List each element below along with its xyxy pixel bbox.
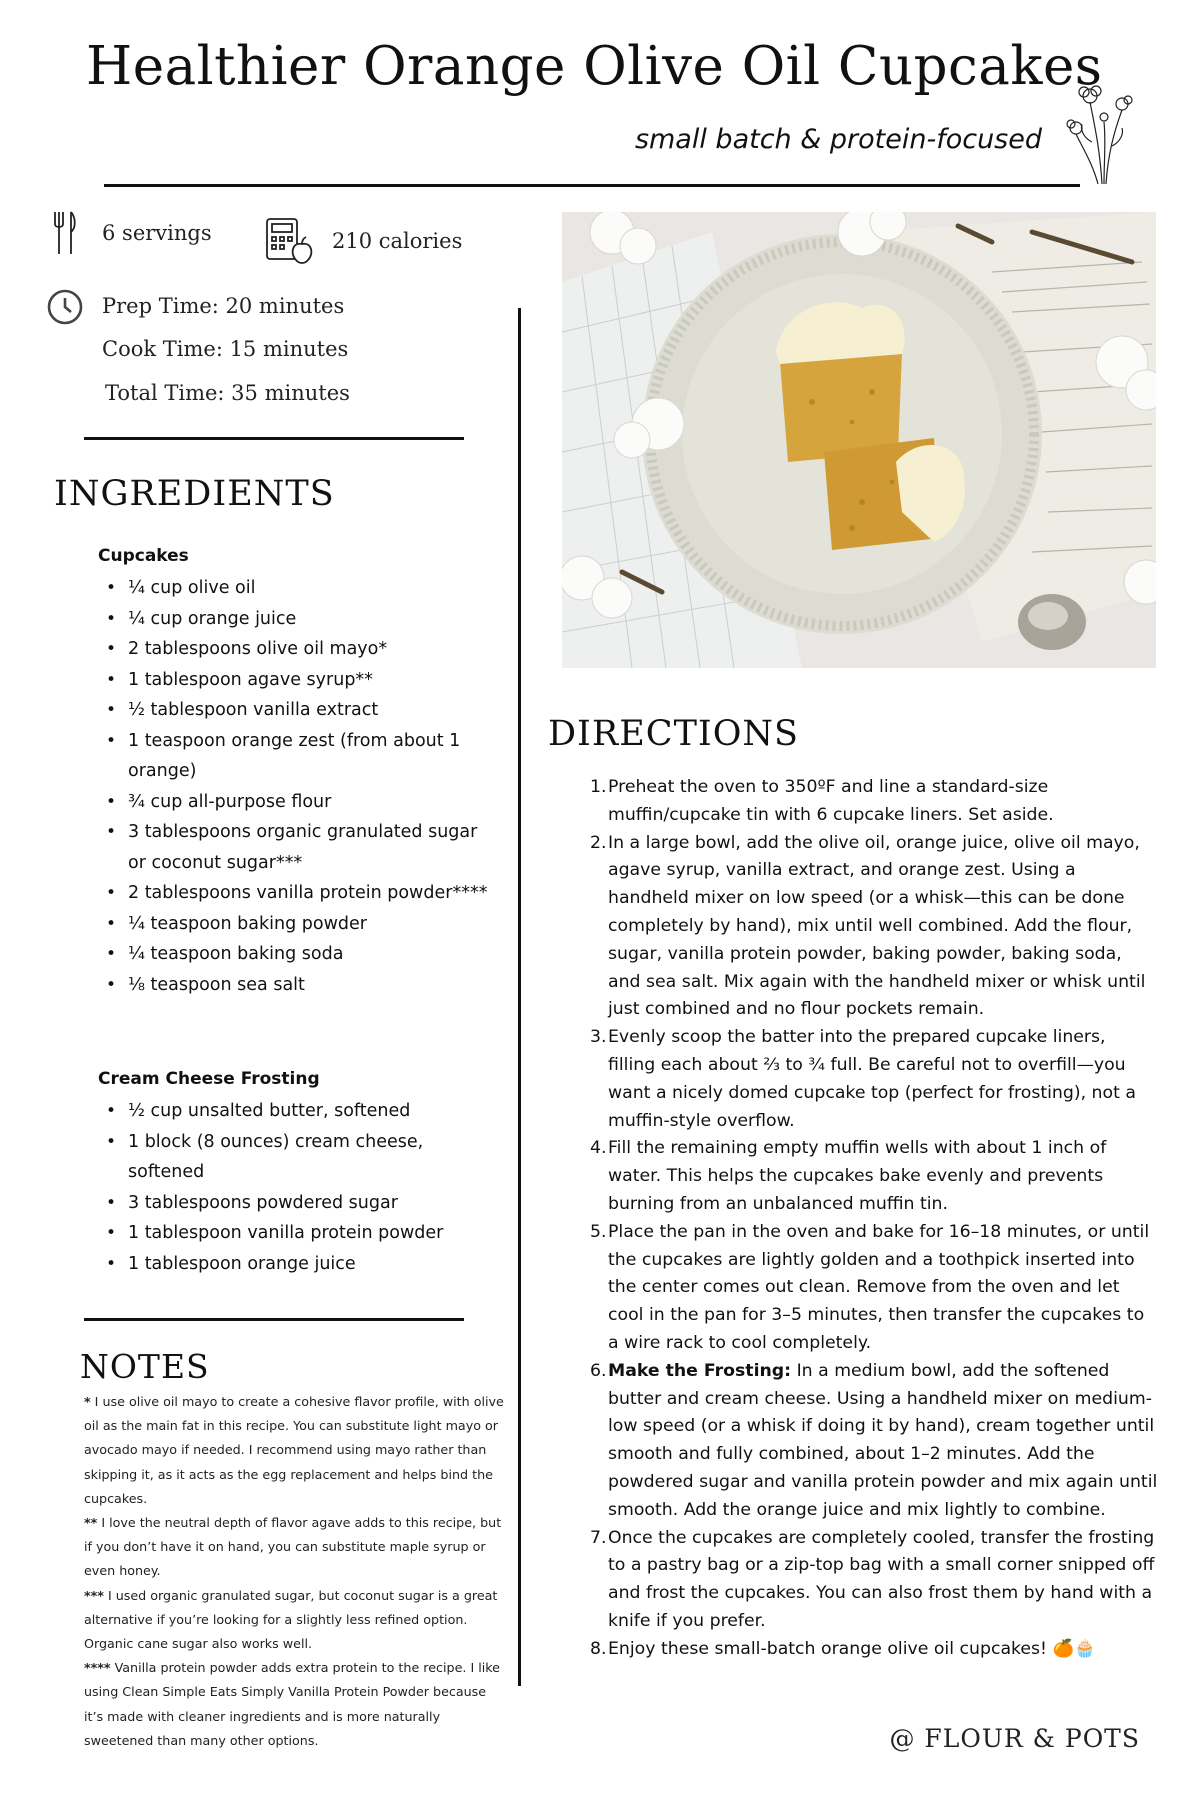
cupcakes-ingredient-list — [98, 573, 498, 1000]
step-number: 2. — [590, 832, 607, 853]
ingredient-item: • 2 tablespoons vanilla protein powder**** — [98, 878, 498, 909]
clock-icon — [46, 288, 84, 326]
frosting-ingredient-list — [98, 1096, 498, 1279]
page-title: Healthier Orange Olive Oil Cupcakes — [86, 36, 1103, 97]
note-item — [84, 1511, 504, 1584]
ingredient-item: • 3 tablespoons organic granulated sugar or coconut sugar*** — [98, 817, 498, 878]
step-text: Evenly scoop the batter into the prepared cupcake liners, filling each about ⅔ to ¾ full. Be careful not to overfill—you want a nicely domed cupcake top (perfect for frosting), not a muffin-style overflow. — [608, 1027, 1136, 1131]
direction-step — [588, 1636, 1158, 1664]
note-item — [84, 1390, 504, 1511]
meta-divider — [84, 437, 464, 440]
step-bold-label: Make the Frosting: — [608, 1360, 792, 1381]
step-number: 1. — [590, 777, 607, 797]
column-divider — [518, 308, 521, 1686]
note-text: I use olive oil mayo to create a cohesive flavor profile, with olive oil as the main fat in this recipe. You can substitute light mayo or avocado mayo if needed. I recommend using mayo rather than skipping it, as it acts as the egg replacement and helps bind the cupcakes. — [84, 1394, 504, 1506]
notes-heading: NOTES — [80, 1347, 210, 1386]
note-marker: **** — [84, 1660, 111, 1676]
note-marker: ** — [84, 1515, 98, 1531]
step-number: 7. — [590, 1527, 607, 1548]
flower-icon — [1062, 72, 1144, 184]
ingredient-item: • 1 block (8 ounces) cream cheese, softened — [98, 1127, 498, 1188]
cook-time: Cook Time: 15 minutes — [102, 337, 349, 361]
ingredient-item: • ¼ teaspoon baking powder — [98, 909, 498, 940]
note-text: Vanilla protein powder adds extra protein to the recipe. I like using Clean Simple Eats Simply Vanilla Protein Powder because it’s made with cleaner ingredients and is more naturally sweetened than many other options. — [84, 1660, 500, 1748]
ingredient-item: • ½ cup unsalted butter, softened — [98, 1096, 498, 1127]
note-text: I used organic granulated sugar, but coconut sugar is a great alternative if you’re looking for a slightly less refined option. Organic cane sugar also works well. — [84, 1587, 498, 1652]
direction-step — [588, 1219, 1158, 1358]
directions-heading: DIRECTIONS — [548, 714, 800, 754]
directions-list — [588, 774, 1158, 1664]
direction-step — [588, 774, 1158, 830]
direction-step — [588, 1525, 1158, 1636]
ingredients-divider — [84, 1318, 464, 1321]
fork-knife-icon — [52, 210, 78, 256]
total-time: Total Time: 35 minutes — [105, 381, 350, 405]
page-subtitle: small batch & protein-focused — [634, 124, 1042, 155]
step-number: 4. — [590, 1138, 607, 1159]
ingredient-item: • ¼ cup orange juice — [98, 604, 498, 635]
servings-text: 6 servings — [102, 221, 212, 245]
step-number: 6. — [590, 1360, 607, 1381]
ingredient-item: • ¼ cup olive oil — [98, 573, 498, 604]
header-divider — [104, 184, 1080, 187]
direction-step — [588, 1358, 1158, 1525]
frosting-section — [98, 1069, 498, 1279]
ingredient-item: • 1 teaspoon orange zest (from about 1 orange) — [98, 726, 498, 787]
ingredient-item: • ¼ teaspoon baking soda — [98, 939, 498, 970]
step-text: Place the pan in the oven and bake for 16–18 minutes, or until the cupcakes are lightly golden and a toothpick inserted into the center comes out clean. Remove from the oven and let cool in the pan for 3–5 minutes, then transfer the cupcakes to a wire rack to cool completely. — [608, 1221, 1150, 1353]
step-text: In a medium bowl, add the softened butter and cream cheese. Using a handheld mixer on medium-low speed (or a whisk if doing it by hand), cream together until smooth and fully combined, about 1–2 minutes. Add the powdered sugar and vanilla protein powder and mix again until smooth. Add the orange juice and mix lightly to combine. — [608, 1360, 1158, 1520]
note-marker: *** — [84, 1587, 104, 1603]
ingredient-item: • ½ tablespoon vanilla extract — [98, 695, 498, 726]
calculator-apple-icon — [264, 216, 314, 266]
prep-time: Prep Time: 20 minutes — [102, 294, 345, 318]
note-marker: * — [84, 1394, 91, 1409]
step-text: Fill the remaining empty muffin wells with about 1 inch of water. This helps the cupcakes bake evenly and prevents burning from an unbalanced muffin tin. — [608, 1138, 1107, 1214]
brand-footer: @ FLOUR & POTS — [889, 1724, 1140, 1753]
ingredient-item: • 1 tablespoon orange juice — [98, 1249, 498, 1280]
step-text: In a large bowl, add the olive oil, orange juice, olive oil mayo, agave syrup, vanilla extract, and orange zest. Using a handheld mixer on low speed (or a whisk—this can be done completely by hand), mix until well combined. Add the flour, sugar, vanilla protein powder, baking powder, baking soda, and sea salt. Mix again with the handheld mixer or whisk until just combined and no flour pockets remain. — [608, 832, 1146, 1020]
step-text: Preheat the oven to 350ºF and line a standard-size muffin/cupcake tin with 6 cupcake liners. Set aside. — [608, 777, 1054, 825]
ingredient-item: • 3 tablespoons powdered sugar — [98, 1188, 498, 1219]
note-text: I love the neutral depth of flavor agave adds to this recipe, but if you don’t have it on hand, you can substitute maple syrup or even honey. — [84, 1515, 502, 1579]
ingredient-item: • ¾ cup all-purpose flour — [98, 787, 498, 818]
ingredients-heading: INGREDIENTS — [54, 474, 335, 514]
ingredient-item: • 1 tablespoon agave syrup** — [98, 665, 498, 696]
cupcakes-subheading: Cupcakes — [98, 546, 189, 566]
step-number: 3. — [590, 1027, 607, 1048]
cupcakes-section — [98, 546, 498, 1000]
step-text: Enjoy these small-batch orange olive oil cupcakes! 🍊🧁 — [608, 1638, 1096, 1659]
spoon — [1018, 594, 1086, 650]
direction-step — [588, 830, 1158, 1025]
cupcake-photo-graphic — [562, 212, 1156, 668]
note-item — [84, 1584, 504, 1657]
notes-body — [84, 1390, 504, 1753]
calories-info — [264, 216, 462, 266]
calories-text: 210 calories — [332, 229, 463, 253]
step-number: 8. — [590, 1638, 607, 1659]
ingredient-item: • 2 tablespoons olive oil mayo* — [98, 634, 498, 665]
ingredient-item: • ⅛ teaspoon sea salt — [98, 970, 498, 1001]
note-item — [84, 1656, 504, 1753]
cupcake-photo — [562, 212, 1156, 668]
frosting-subheading: Cream Cheese Frosting — [98, 1069, 320, 1089]
direction-step — [588, 1024, 1158, 1135]
step-text: Once the cupcakes are completely cooled, transfer the frosting to a pastry bag or a zip-top bag with a small corner snipped off and frost the cupcakes. You can also frost them by hand with a knife if you prefer. — [608, 1527, 1155, 1631]
step-number: 5. — [590, 1221, 607, 1242]
ingredient-item: • 1 tablespoon vanilla protein powder — [98, 1218, 498, 1249]
servings-info — [52, 210, 212, 256]
direction-step — [588, 1135, 1158, 1218]
